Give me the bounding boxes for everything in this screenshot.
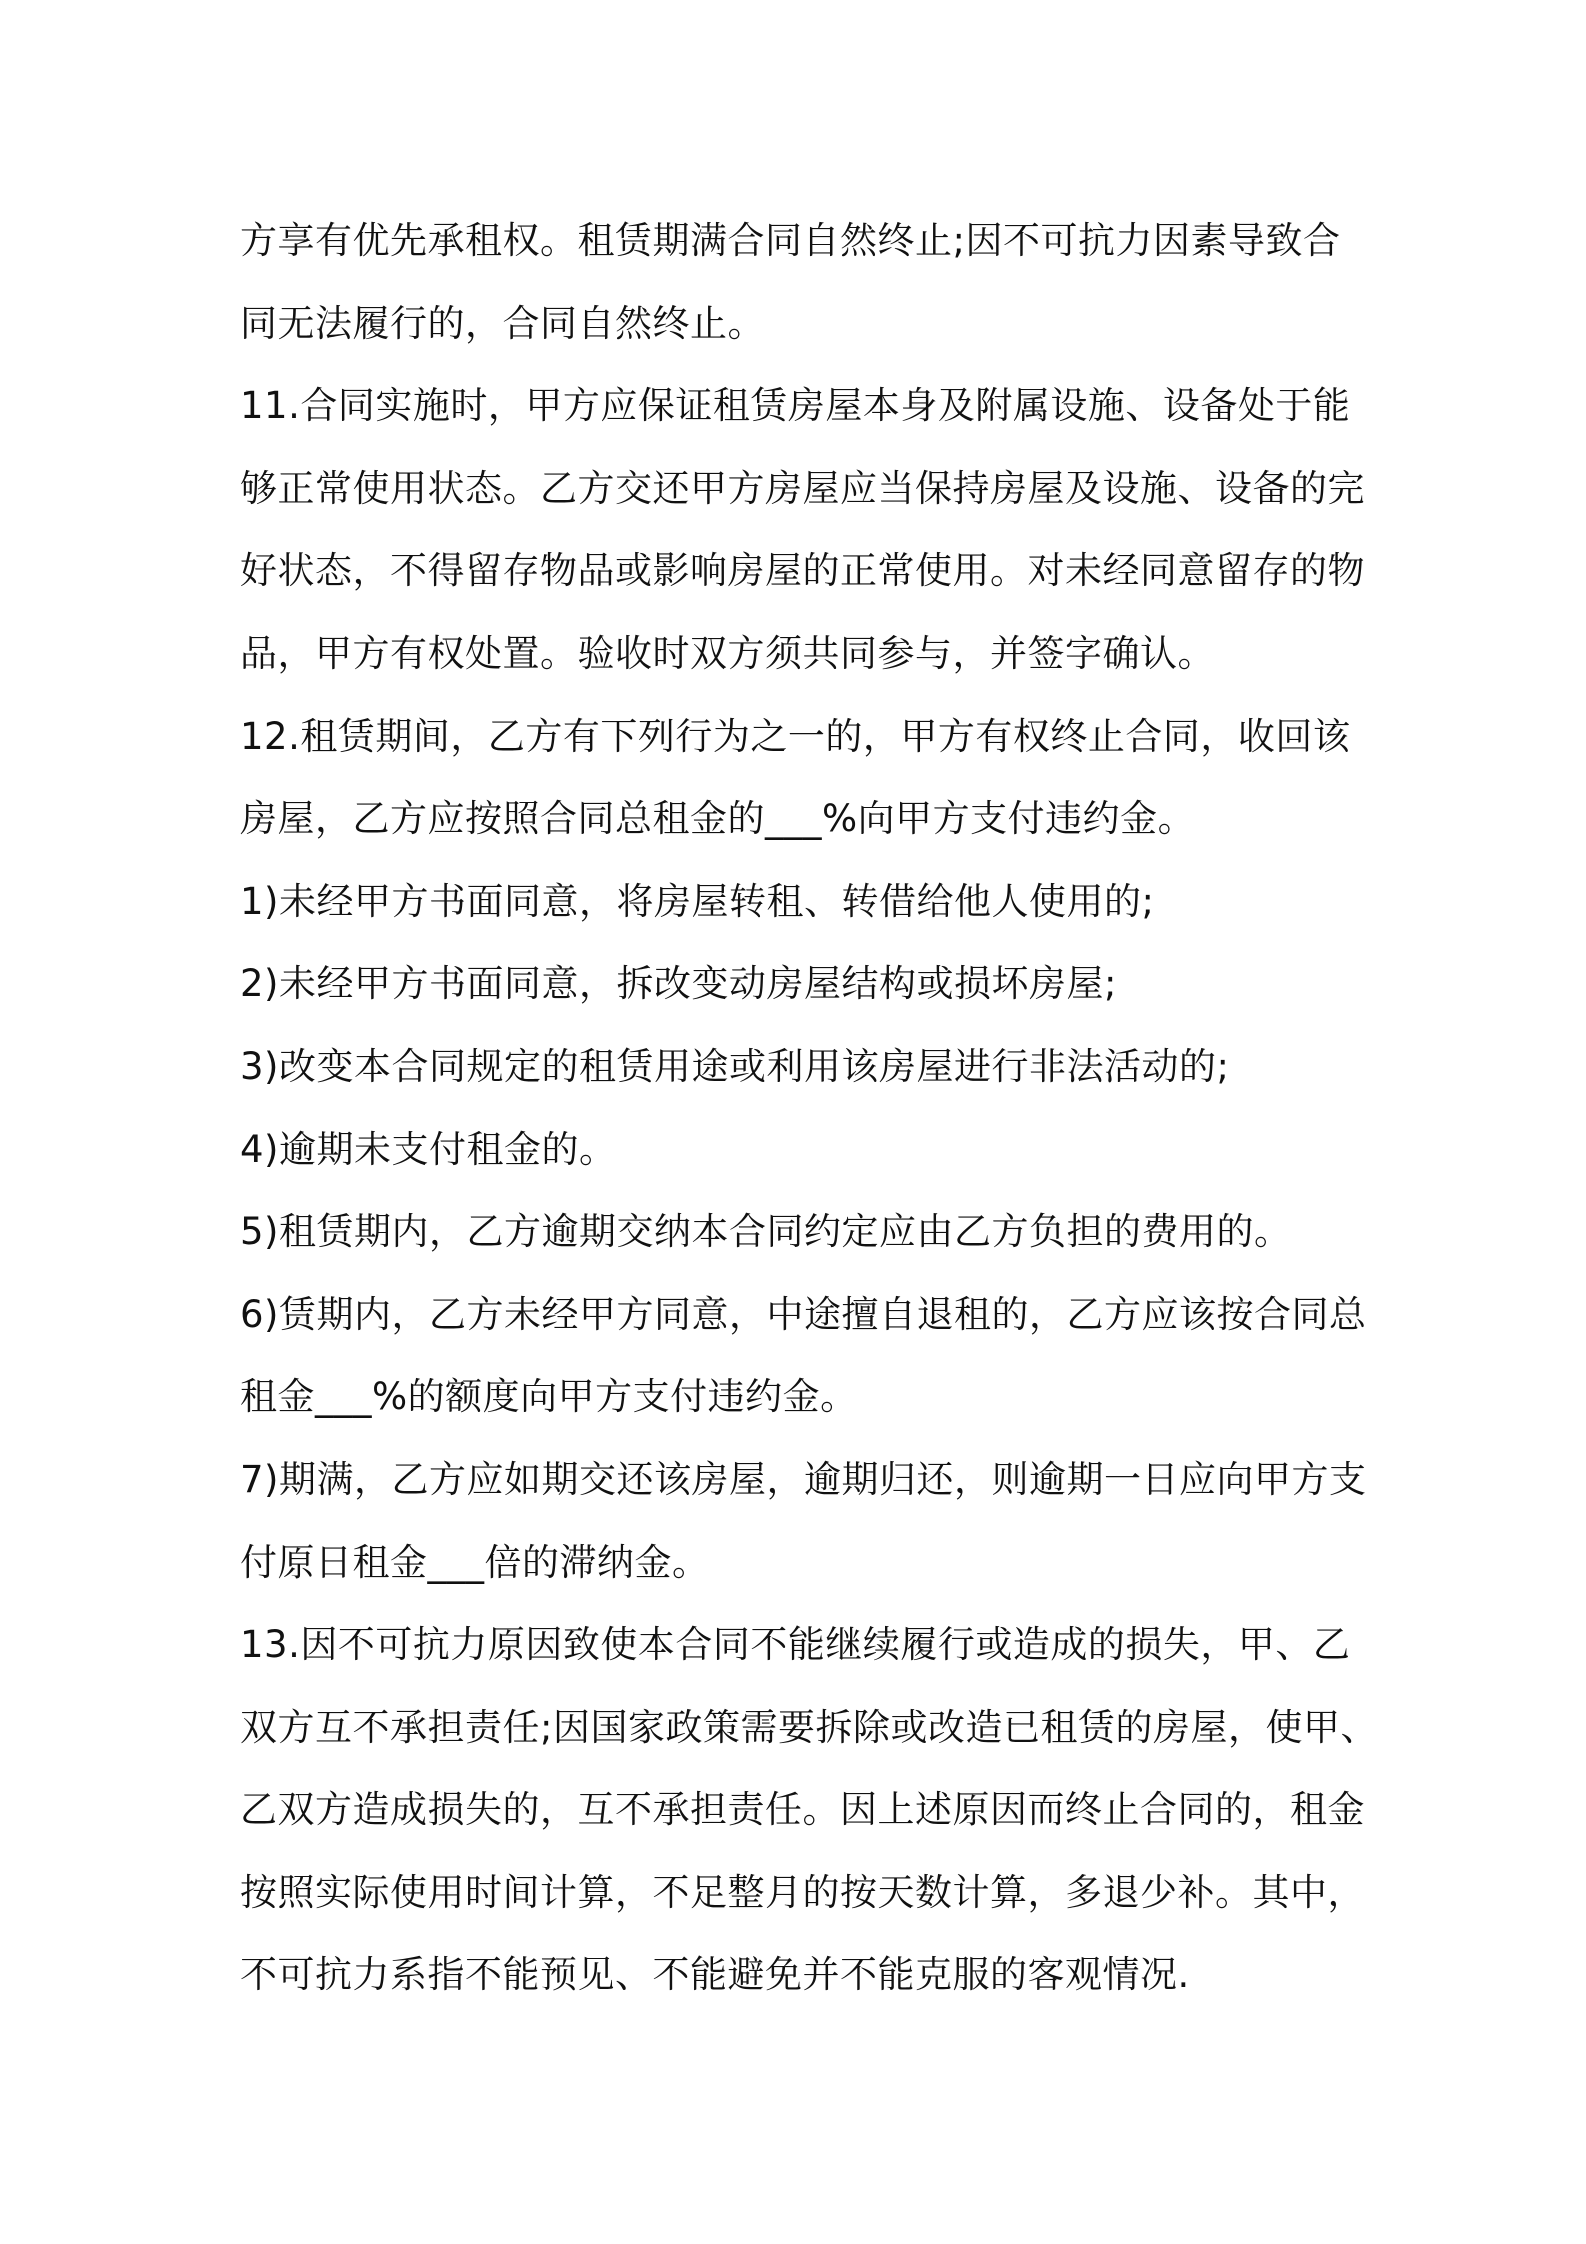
text-line: 付原日租金___倍的滞纳金。 (240, 1540, 710, 1584)
text-line: 乙双方造成损失的，互不承担责任。因上述原因而终止合同的，租金 (240, 1788, 1365, 1832)
text-line: 双方互不承担责任;因国家政策需要拆除或改造已租赁的房屋，使甲、 (240, 1705, 1378, 1749)
text-line: 品，甲方有权处置。验收时双方须共同参与，并签字确认。 (240, 631, 1215, 675)
list-item-6: 6)赁期内，乙方未经甲方同意，中途擅自退租的，乙方应该按合同总 (240, 1292, 1367, 1336)
text-line: 租金___%的额度向甲方支付违约金。 (240, 1375, 858, 1419)
clause-11-line: 11.合同实施时，甲方应保证租赁房屋本身及附属设施、设备处于能 (240, 384, 1351, 428)
contract-text-body (240, 200, 1378, 2017)
text-line: 房屋，乙方应按照合同总租金的___%向甲方支付违约金。 (240, 797, 1196, 841)
text-line: 够正常使用状态。乙方交还甲方房屋应当保持房屋及设施、设备的完 (240, 466, 1365, 510)
list-item-7: 7)期满，乙方应如期交还该房屋，逾期归还，则逾期一日应向甲方支 (240, 1457, 1367, 1501)
text-line: 同无法履行的，合同自然终止。 (240, 301, 765, 345)
list-item-1: 1)未经甲方书面同意，将房屋转租、转借给他人使用的; (240, 879, 1155, 923)
clause-13-line: 13.因不可抗力原因致使本合同不能继续履行或造成的损失，甲、乙 (240, 1623, 1351, 1667)
list-item-5: 5)租赁期内，乙方逾期交纳本合同约定应由乙方负担的费用的。 (240, 1210, 1292, 1254)
list-item-2: 2)未经甲方书面同意，拆改变动房屋结构或损坏房屋; (240, 962, 1117, 1006)
text-line: 按照实际使用时间计算，不足整月的按天数计算，多退少补。其中， (240, 1870, 1365, 1914)
list-item-4: 4)逾期未支付租金的。 (240, 1127, 617, 1171)
text-line: 好状态，不得留存物品或影响房屋的正常使用。对未经同意留存的物 (240, 549, 1365, 593)
text-line: 不可抗力系指不能预见、不能避免并不能克服的客观情况. (240, 1953, 1190, 1997)
list-item-3: 3)改变本合同规定的租赁用途或利用该房屋进行非法活动的; (240, 1044, 1230, 1088)
text-line: 方享有优先承租权。租赁期满合同自然终止;因不可抗力因素导致合 (240, 219, 1341, 262)
clause-12-line: 12.租赁期间，乙方有下列行为之一的，甲方有权终止合同，收回该 (240, 714, 1351, 758)
